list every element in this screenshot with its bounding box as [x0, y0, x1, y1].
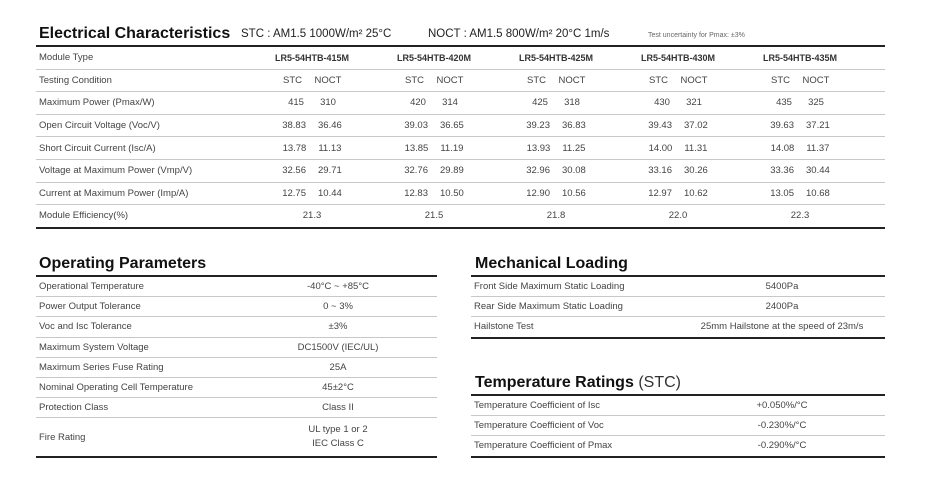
stc-value: 14.08	[770, 142, 795, 154]
row-label: Operational Temperature	[36, 276, 239, 297]
open-circuit-voltage-row	[36, 114, 885, 137]
stc-value: 415	[288, 97, 304, 109]
row-label: Module Type	[36, 46, 251, 69]
row-value: -40°C ~ +85°C	[239, 276, 437, 297]
table-row	[36, 357, 437, 377]
stc-value: 12.83	[404, 187, 428, 199]
table-row	[471, 416, 885, 436]
temperature-table	[471, 394, 885, 458]
mechanical-table	[471, 275, 885, 339]
efficiency-value: 21.8	[495, 205, 617, 228]
efficiency-value: 22.0	[617, 205, 739, 228]
row-value: ±3%	[239, 317, 437, 337]
noct-value: 10.50	[440, 187, 464, 199]
stc-value: 39.63	[770, 120, 794, 132]
current-max-power-row	[36, 182, 885, 205]
noct-value: 37.02	[684, 120, 708, 132]
stc-value: 32.96	[526, 165, 550, 177]
noct-value: 36.65	[440, 120, 464, 132]
efficiency-value: 21.3	[251, 205, 373, 228]
efficiency-value: 22.3	[739, 205, 861, 228]
noct-value: 310	[320, 97, 336, 109]
stc-value: 12.97	[648, 187, 672, 199]
table-row	[471, 436, 885, 457]
stc-value: 12.90	[526, 187, 550, 199]
module-name: LR5-54HTB-415M	[251, 46, 373, 69]
operating-title: Operating Parameters	[39, 255, 207, 272]
table-row	[36, 297, 437, 317]
stc-value: 39.43	[648, 120, 672, 132]
table-row	[36, 276, 437, 297]
row-label: Fire Rating	[36, 418, 239, 458]
noct-value: 36.46	[318, 120, 342, 132]
table-row	[471, 317, 885, 338]
stc-condition: STC : AM1.5 1000W/m² 25°C	[241, 28, 392, 40]
row-value: DC1500V (IEC/UL)	[239, 337, 437, 357]
noct-value: 30.08	[562, 165, 586, 177]
row-label: Voltage at Maximum Power (Vmp/V)	[36, 159, 251, 182]
module-type-row	[36, 46, 885, 69]
row-label: Open Circuit Voltage (Voc/V)	[36, 114, 251, 137]
electrical-table	[36, 45, 885, 229]
row-value: 2400Pa	[679, 297, 885, 317]
row-value: 5400Pa	[679, 276, 885, 297]
stc-value: 12.75	[282, 187, 306, 199]
stc-header: STC	[527, 74, 547, 86]
efficiency-value: 21.5	[373, 205, 495, 228]
temperature-title	[475, 374, 681, 392]
stc-value: 32.56	[282, 165, 306, 177]
stc-value: 39.03	[404, 120, 428, 132]
noct-header: NOCT	[680, 74, 708, 86]
stc-value: 430	[654, 97, 670, 109]
row-label: Temperature Coefficient of Voc	[471, 416, 679, 436]
stc-value: 39.23	[526, 120, 550, 132]
noct-value: 321	[686, 97, 702, 109]
row-label: Rear Side Maximum Static Loading	[471, 297, 679, 317]
stc-value: 13.85	[404, 142, 429, 154]
module-name: LR5-54HTB-430M	[617, 46, 739, 69]
row-value: +0.050%/°C	[679, 395, 885, 416]
stc-header: STC	[405, 74, 425, 86]
row-value: 0 ~ 3%	[239, 297, 437, 317]
table-row	[471, 276, 885, 297]
test-uncertainty-note: Test uncertainty for Pmax: ±3%	[648, 32, 745, 39]
short-circuit-current-row	[36, 137, 885, 160]
fire-rating-value	[239, 418, 437, 458]
fire-rating-ul: UL type 1 or 2	[308, 424, 368, 436]
max-power-row	[36, 92, 885, 115]
row-label: Short Circuit Current (Isc/A)	[36, 137, 251, 160]
table-row	[36, 398, 437, 418]
fire-rating-row	[36, 418, 437, 458]
stc-header: STC	[771, 74, 791, 86]
row-label: Front Side Maximum Static Loading	[471, 276, 679, 297]
stc-value: 32.76	[404, 165, 428, 177]
row-label: Hailstone Test	[471, 317, 679, 338]
row-label: Maximum Power (Pmax/W)	[36, 92, 251, 115]
row-label: Testing Condition	[36, 69, 251, 92]
module-name: LR5-54HTB-435M	[739, 46, 861, 69]
noct-value: 11.13	[318, 142, 342, 154]
stc-value: 13.93	[526, 142, 551, 154]
voltage-max-power-row	[36, 159, 885, 182]
noct-value: 11.19	[440, 142, 464, 154]
electrical-title: Electrical Characteristics	[39, 25, 231, 42]
row-label: Temperature Coefficient of Pmax	[471, 436, 679, 457]
stc-value: 425	[532, 97, 548, 109]
stc-value: 14.00	[648, 142, 673, 154]
stc-header: STC	[283, 74, 303, 86]
noct-header: NOCT	[558, 74, 586, 86]
module-name: LR5-54HTB-425M	[495, 46, 617, 69]
row-label: Power Output Tolerance	[36, 297, 239, 317]
stc-value: 33.16	[648, 165, 672, 177]
row-label: Maximum Series Fuse Rating	[36, 357, 239, 377]
noct-value: 11.25	[562, 142, 586, 154]
row-label: Temperature Coefficient of Isc	[471, 395, 679, 416]
stc-value: 13.78	[282, 142, 307, 154]
row-value: -0.230%/°C	[679, 416, 885, 436]
efficiency-row	[36, 205, 885, 228]
noct-header: NOCT	[802, 74, 830, 86]
noct-value: 30.44	[806, 165, 830, 177]
stc-header: STC	[649, 74, 669, 86]
noct-value: 318	[564, 97, 580, 109]
noct-value: 325	[808, 97, 824, 109]
stc-value: 38.83	[282, 120, 306, 132]
mechanical-title: Mechanical Loading	[475, 255, 628, 272]
temperature-title-text: Temperature Ratings	[475, 374, 634, 391]
row-label: Maximum System Voltage	[36, 337, 239, 357]
noct-header: NOCT	[436, 74, 464, 86]
noct-value: 10.68	[806, 187, 830, 199]
table-row	[471, 395, 885, 416]
row-label: Nominal Operating Cell Temperature	[36, 377, 239, 397]
row-label: Module Efficiency(%)	[36, 205, 251, 228]
row-value: 25mm Hailstone at the speed of 23m/s	[679, 317, 885, 338]
noct-value: 11.37	[806, 142, 830, 154]
noct-value: 10.44	[318, 187, 342, 199]
table-row	[36, 377, 437, 397]
temperature-title-suffix: (STC)	[638, 374, 681, 391]
noct-value: 11.31	[684, 142, 708, 154]
noct-value: 30.26	[684, 165, 708, 177]
noct-value: 29.71	[318, 165, 342, 177]
noct-value: 10.62	[684, 187, 708, 199]
operating-table	[36, 275, 437, 458]
fire-rating-iec: IEC Class C	[312, 438, 364, 450]
row-label: Current at Maximum Power (Imp/A)	[36, 182, 251, 205]
testing-condition-row	[36, 69, 885, 92]
row-value: -0.290%/°C	[679, 436, 885, 457]
stc-value: 435	[776, 97, 792, 109]
row-value: 45±2°C	[239, 377, 437, 397]
stc-value: 420	[410, 97, 426, 109]
noct-value: 29.89	[440, 165, 464, 177]
noct-header: NOCT	[314, 74, 342, 86]
row-label: Voc and Isc Tolerance	[36, 317, 239, 337]
noct-value: 37.21	[806, 120, 830, 132]
noct-value: 36.83	[562, 120, 586, 132]
noct-value: 314	[442, 97, 458, 109]
table-row	[36, 337, 437, 357]
row-label: Protection Class	[36, 398, 239, 418]
noct-value: 10.56	[562, 187, 586, 199]
row-value: 25A	[239, 357, 437, 377]
row-value: Class II	[239, 398, 437, 418]
table-row	[471, 297, 885, 317]
noct-condition: NOCT : AM1.5 800W/m² 20°C 1m/s	[428, 28, 610, 40]
stc-value: 33.36	[770, 165, 794, 177]
stc-value: 13.05	[770, 187, 794, 199]
table-row	[36, 317, 437, 337]
module-name: LR5-54HTB-420M	[373, 46, 495, 69]
